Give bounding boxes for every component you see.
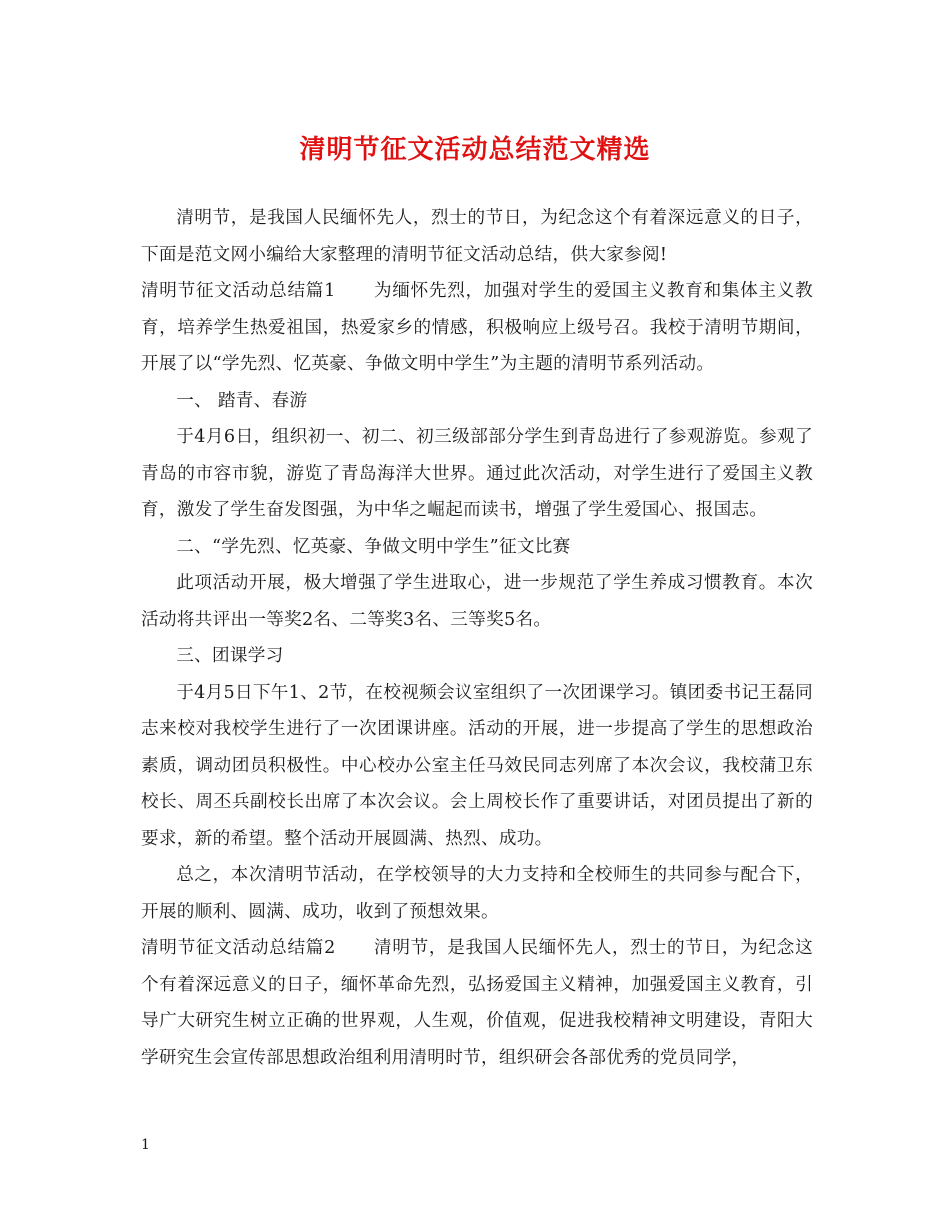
heading-3: 三、团课学习 xyxy=(176,646,284,666)
document-body xyxy=(141,200,813,1076)
section-2-paragraph xyxy=(141,930,813,1076)
page-number: 1 xyxy=(141,1137,150,1153)
paragraph-1: 于4月6日，组织初一、初二、初三级部部分学生到青岛进行了参观游览。参观了青岛的市容市貌，游览了青岛海洋大世界。通过此次活动，对学生进行了爱国主义教育，激发了学生奋发图强，为中华之崛起而读书，增强了学生爱国心、报国志。 xyxy=(141,427,813,520)
section-1-paragraph xyxy=(141,273,813,383)
section-2-label: 清明节征文活动总结篇2 xyxy=(141,938,336,958)
section-1-label: 清明节征文活动总结篇1 xyxy=(141,281,336,301)
intro-paragraph: 清明节，是我国人民缅怀先人，烈士的节日，为纪念这个有着深远意义的日子，下面是范文网小编给大家整理的清明节征文活动总结，供大家参阅! xyxy=(141,208,813,265)
heading-1: 一、 踏青、春游 xyxy=(176,390,308,411)
paragraph-2: 此项活动开展，极大增强了学生进取心，进一步规范了学生养成习惯教育。本次活动将共评出一等奖2名、二等奖3名、三等奖5名。 xyxy=(141,573,813,630)
heading-2: 二、“学先烈、忆英豪、争做文明中学生”征文比赛 xyxy=(176,536,571,557)
document-title: 清明节征文活动总结范文精选 xyxy=(299,135,651,165)
paragraph-4: 总之，本次清明节活动，在学校领导的大力支持和全校师生的共同参与配合下，开展的顺利、圆满、成功，收到了预想效果。 xyxy=(141,865,813,922)
paragraph-3: 于4月5日下午1、2节，在校视频会议室组织了一次团课学习。镇团委书记王磊同志来校对我校学生进行了一次团课讲座。活动的开展，进一步提高了学生的思想政治素质，调动团员积极性。中心校办公室主任马效民同志列席了本次会议，我校蒲卫东校长、周丕兵副校长出席了本次会议。会上周校长作了重要讲话，对团员提出了新的要求，新的希望。整个活动开展圆满、热烈、成功。 xyxy=(141,682,813,849)
section-2-text: 清明节，是我国人民缅怀先人，烈士的节日，为纪念这个有着深远意义的日子，缅怀革命先烈，弘扬爱国主义精神，加强爱国主义教育，引导广大研究生树立正确的世界观，人生观，价值观，促进我校精神文明建设，青阳大学研究生会宣传部思想政治组利用清明时节，组织研会各部优秀的党员同学， xyxy=(141,938,814,1068)
section-1-text: 为缅怀先烈，加强对学生的爱国主义教育和集体主义教育，培养学生热爱祖国，热爱家乡的情感，积极响应上级号召。我校于清明节期间，开展了以“学先烈、忆英豪、争做文明中学生”为主题的清明节系列活动。 xyxy=(141,281,814,374)
